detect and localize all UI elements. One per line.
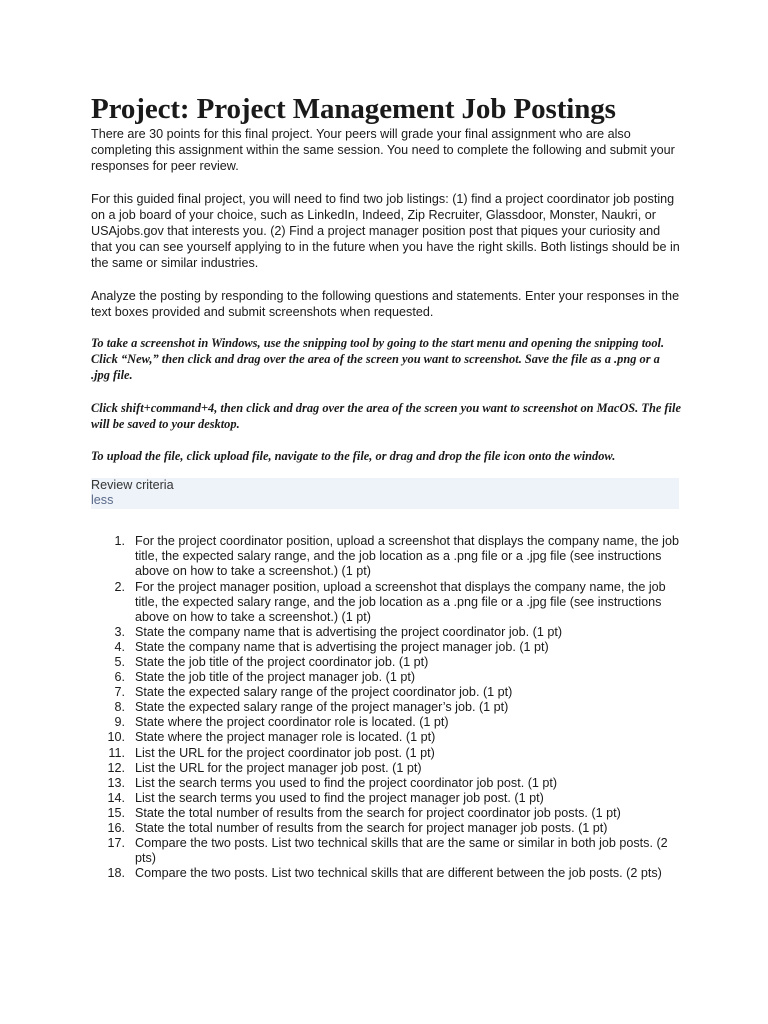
list-item-text: State the total number of results from the search for project coordinator job posts. (1 pt) [135, 805, 621, 820]
list-item-number: 16. [107, 821, 125, 836]
list-item-text: State where the project coordinator role is located. (1 pt) [135, 715, 449, 730]
list-item-number: 17. [107, 836, 125, 851]
document-page [91, 92, 681, 881]
list-item-number: 13. [107, 775, 125, 790]
list-item-text: For the project manager position, upload a screenshot that displays the company name, the job title, the expected salary range, and the job location as a .png file or a .jpg file (see instructions above on how to take a screenshot.) (1 pt) [135, 579, 666, 624]
windows-screenshot-instructions: To take a screenshot in Windows, use the snipping tool by going to the start menu and opening the snipping tool. Click “New,” then click and drag over the area of the screen you want to screenshot. Save the file as a .png or a .jpg file. [91, 336, 665, 383]
list-item-text: State where the project manager role is located. (1 pt) [135, 730, 436, 745]
list-item-number: 6. [114, 670, 125, 685]
list-item [91, 821, 681, 836]
list-item-text: List the URL for the project coordinator job post. (1 pt) [135, 745, 435, 760]
list-item-number: 5. [114, 655, 125, 669]
review-criteria-header [91, 478, 679, 509]
list-item-text: State the company name that is advertising the project manager job. (1 pt) [135, 639, 549, 654]
list-item-text: State the expected salary range of the project coordinator job. (1 pt) [135, 685, 513, 700]
list-item-text: State the job title of the project manager job. (1 pt) [135, 670, 416, 685]
list-item-number: 15. [107, 805, 125, 820]
upload-instructions: To upload the file, click upload file, navigate to the file, or drag and drop the file icon onto the window. [91, 449, 616, 464]
list-item-number: 14. [107, 790, 125, 805]
list-item [91, 670, 681, 685]
list-item-text: Compare the two posts. List two technical skills that are different between the job posts. (2 pts) [135, 866, 662, 881]
list-item [91, 534, 681, 579]
list-item [91, 685, 681, 700]
list-item-number: 9. [114, 715, 125, 730]
criteria-list [91, 534, 681, 881]
list-item-number: 7. [114, 685, 125, 700]
list-item [91, 791, 681, 806]
list-item-text: State the company name that is advertising the project coordinator job. (1 pt) [135, 624, 563, 639]
review-criteria-title: Review criteria [91, 478, 174, 493]
list-item-text: State the job title of the project coordinator job. (1 pt) [135, 655, 429, 669]
review-criteria-toggle[interactable]: less [91, 493, 114, 508]
list-item-text: For the project coordinator position, upload a screenshot that displays the company name, the job title, the expected salary range, and the job location as a .png file or a .jpg file (see instructions above on how to take a screenshot.) (1 pt) [135, 534, 679, 579]
list-item-text: State the total number of results from the search for project manager job posts. (1 pt) [135, 821, 608, 836]
list-item [91, 776, 681, 791]
analyze-paragraph: Analyze the posting by responding to the following questions and statements. Enter your responses in the text boxes provided and submit screenshots when requested. [91, 288, 680, 319]
list-item [91, 640, 681, 655]
list-item-text: State the expected salary range of the project manager’s job. (1 pt) [135, 700, 509, 715]
list-item [91, 806, 681, 821]
list-item-number: 11. [108, 745, 125, 760]
list-item [91, 730, 681, 745]
list-item [91, 625, 681, 640]
list-item-text: List the URL for the project manager job post. (1 pt) [135, 760, 422, 775]
list-item-number: 10. [107, 730, 125, 745]
list-item [91, 655, 681, 670]
list-item-number: 12. [107, 760, 125, 775]
list-item-number: 4. [114, 639, 125, 654]
list-item [91, 580, 681, 625]
list-item-number: 8. [114, 700, 125, 715]
list-item [91, 715, 681, 730]
list-item-text: List the search terms you used to find the project manager job post. (1 pt) [135, 790, 544, 805]
list-item [91, 866, 681, 881]
list-item [91, 746, 681, 761]
list-item-number: 2. [114, 579, 125, 594]
intro-paragraph: There are 30 points for this final project. Your peers will grade your final assignment who are also completing this assignment within the same session. You need to complete the following and submit your responses for peer review. [91, 127, 675, 174]
list-item-number: 1. [114, 534, 125, 549]
list-item-text: Compare the two posts. List two technical skills that are the same or similar in both job posts. (2 pts) [135, 836, 668, 866]
list-item-number: 18. [107, 866, 125, 881]
list-item [91, 700, 681, 715]
macos-screenshot-instructions: Click shift+command+4, then click and drag over the area of the screen you want to screenshot on MacOS. The file will be saved to your desktop. [91, 400, 681, 431]
page-title: Project: Project Management Job Postings [91, 93, 616, 125]
list-item-number: 3. [114, 624, 125, 639]
list-item-text: List the search terms you used to find the project coordinator job post. (1 pt) [135, 775, 558, 790]
guided-project-paragraph: For this guided final project, you will need to find two job listings: (1) find a project coordinator job posting on a job board of your choice, such as LinkedIn, Indeed, Zip Recruiter, Glassdoor, Monster, Naukri, or USAjobs.gov that interests you. (2) Find a project manager position post that piques your curiosity and that you can see yourself applying to in the future when you have the right skills. Both listings should be in the same or similar industries. [91, 191, 680, 271]
list-item [91, 836, 681, 866]
list-item [91, 761, 681, 776]
